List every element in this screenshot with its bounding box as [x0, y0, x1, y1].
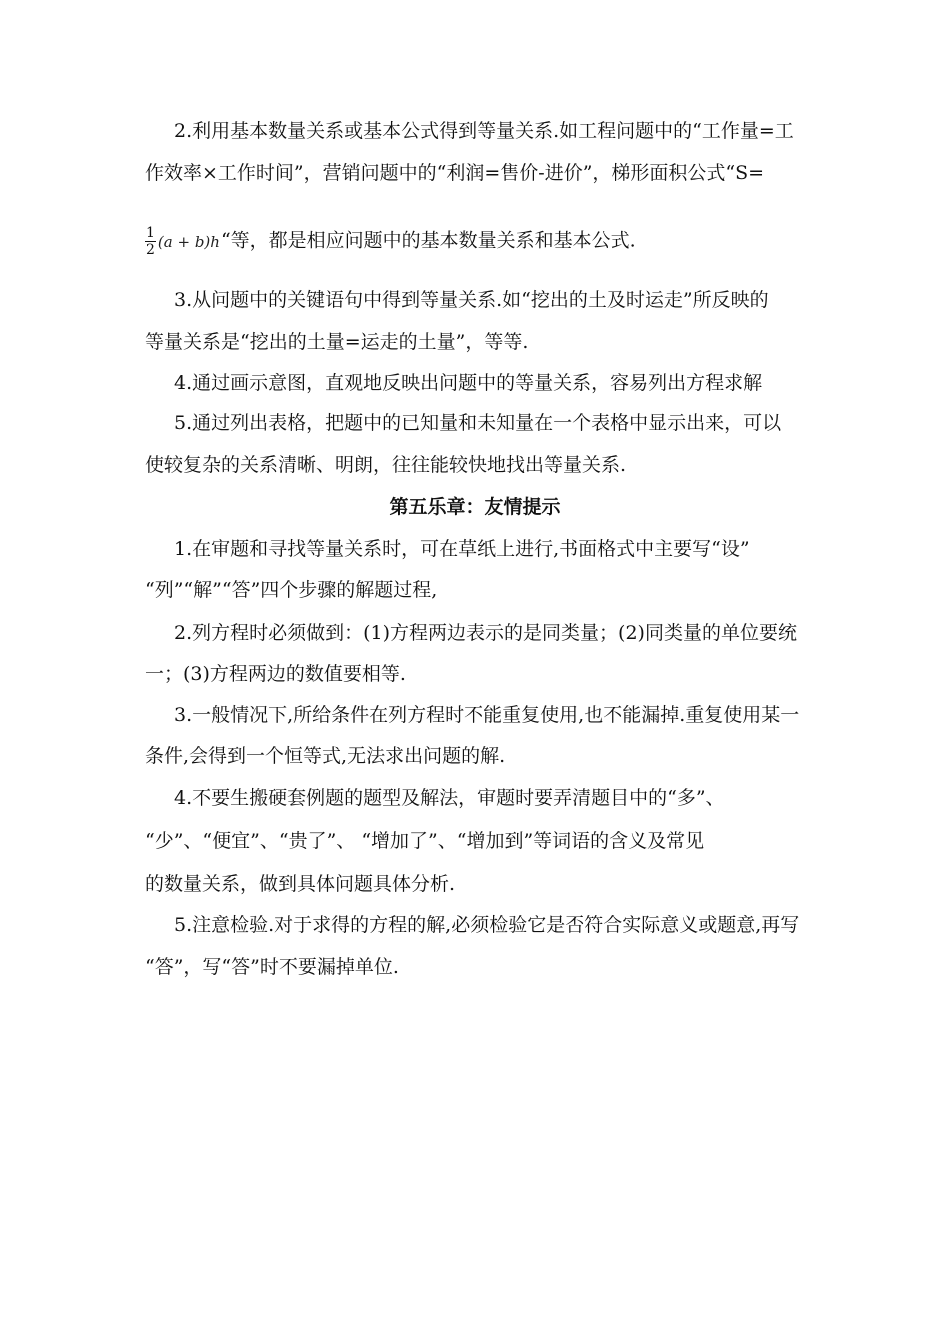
paragraph-2-line-3: [145, 225, 636, 258]
tip-2-line-1: 2.列方程时必须做到：(1)方程两边表示的是同类量；(2)同类量的单位要统: [174, 622, 797, 644]
tip-1-line-1: 1.在审题和寻找等量关系时，可在草纸上进行,书面格式中主要写“设”: [174, 538, 750, 560]
paragraph-3-line-2: 等量关系是“挖出的土量=运走的土量”，等等.: [145, 331, 529, 353]
tip-3-line-2: 条件,会得到一个恒等式,无法求出问题的解.: [145, 745, 506, 767]
section-heading: 第五乐章：友情提示: [389, 496, 561, 518]
paragraph-5-line-1: 5.通过列出表格，把题中的已知量和未知量在一个表格中显示出来，可以: [174, 412, 782, 434]
paragraph-2-text: “等，都是相应问题中的基本数量关系和基本公式.: [220, 229, 636, 252]
paragraph-3-line-1: 3.从问题中的关键语句中得到等量关系.如“挖出的土及时运走”所反映的: [174, 289, 769, 311]
tip-5-line-1: 5.注意检验.对于求得的方程的解,必须检验它是否符合实际意义或题意,再写: [174, 914, 800, 936]
paragraph-4-line-1: 4.通过画示意图，直观地反映出问题中的等量关系，容易列出方程求解: [174, 372, 763, 394]
trapezoid-formula: (a + b)h: [157, 232, 220, 251]
fraction-one-half: $\frac{1}{2}$: [146, 225, 155, 258]
paragraph-2-line-1: 2.利用基本数量关系或基本公式得到等量关系.如工程问题中的“工作量=工: [174, 120, 794, 142]
tip-4-line-1: 4.不要生搬硬套例题的题型及解法，审题时要弄清题目中的“多”、: [174, 787, 725, 809]
tip-4-line-2: “少”、“便宜”、“贵了”、 “增加了”、“增加到”等词语的含义及常见: [145, 830, 705, 852]
paragraph-5-line-2: 使较复杂的关系清晰、明朗，往往能较快地找出等量关系.: [145, 454, 627, 476]
paragraph-2-line-2: 作效率×工作时间”，营销问题中的“利润=售价-进价”，梯形面积公式“S=: [145, 162, 765, 184]
tip-4-line-3: 的数量关系，做到具体问题具体分析.: [145, 873, 456, 895]
tip-2-line-2: 一；(3)方程两边的数值要相等.: [145, 663, 406, 685]
tip-3-line-1: 3.一般情况下,所给条件在列方程时不能重复使用,也不能漏掉.重复使用某一: [174, 704, 800, 726]
tip-1-line-2: “列”“解”“答”四个步骤的解题过程,: [145, 579, 438, 601]
tip-5-line-2: “答”，写“答”时不要漏掉单位.: [145, 956, 399, 978]
